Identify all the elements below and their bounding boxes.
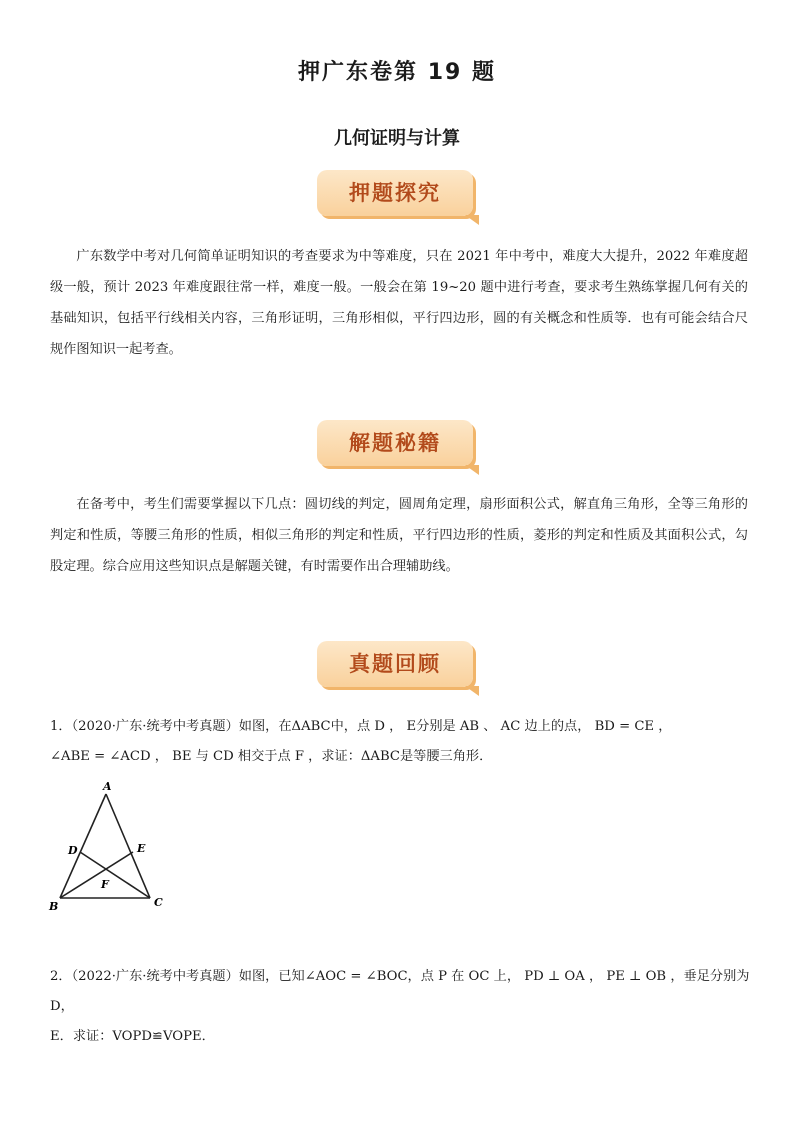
label-e: E [137,842,146,855]
label-a: A [103,780,112,793]
question-2 [50,962,750,1052]
label-d: D [68,844,78,857]
section-badge-explore [317,170,477,218]
page-subtitle: 几何证明与计算 [334,128,460,149]
section-badge-tips [317,420,477,468]
section-text-explore: 广东数学中考对几何简单证明知识的考查要求为中等难度，只在 2021 年中考中，难度大大提升，2022 年难度超级一般，预计 2023 年难度跟往常一样，难度一般。一般会在第 19~20 题中进行考查，要求考生熟练掌握几何有关的基础知识，包括平行线相关内容，三角形证明，三角形相似，平行四边形，圆的有关概念和性质等．也有可能会结合尺规作图知识一起考查。 [50,249,748,357]
section-badge-label: 解题秘籍 [349,431,441,455]
question-2-line-2: E．求证：VOPD≌VOPE． [50,1029,215,1044]
section-text-tips: 在备考中，考生们需要掌握以下几点：圆切线的判定，圆周角定理，扇形面积公式，解直角三角形，全等三角形的判定和性质，等腰三角形的性质，相似三角形的判定和性质，平行四边形的性质，菱形的判定和性质及其面积公式，勾股定理。综合应用这些知识点是解题关键，有时需要作出合理辅助线。 [50,497,748,574]
section-badge-review [317,641,477,689]
label-c: C [154,896,163,909]
side-ab [60,794,106,898]
question-1-line-1: 1．（2020·广东·统考中考真题）如图，在ΔABC中，点 D ， E分别是 AB 、 AC 边上的点， BD = CE ， [50,719,672,734]
label-b: B [49,900,59,913]
question-1-line-2: ∠ABE = ∠ACD ， BE 与 CD 相交于点 F ，求证：ΔABC是等腰三角形． [50,749,493,764]
label-f: F [101,878,109,891]
question-2-line-1: 2．（2022·广东·统考中考真题）如图，已知∠AOC = ∠BOC，点 P 在 OC 上， PD ⊥ OA ， PE ⊥ OB ，垂足分别为 D， [50,969,750,1014]
question-1 [50,712,750,772]
page-title: 押广东卷第 19 题 [298,60,496,85]
triangle-figure [40,780,180,915]
section-badge-label: 押题探究 [349,181,441,205]
section-badge-label: 真题回顾 [349,652,441,676]
